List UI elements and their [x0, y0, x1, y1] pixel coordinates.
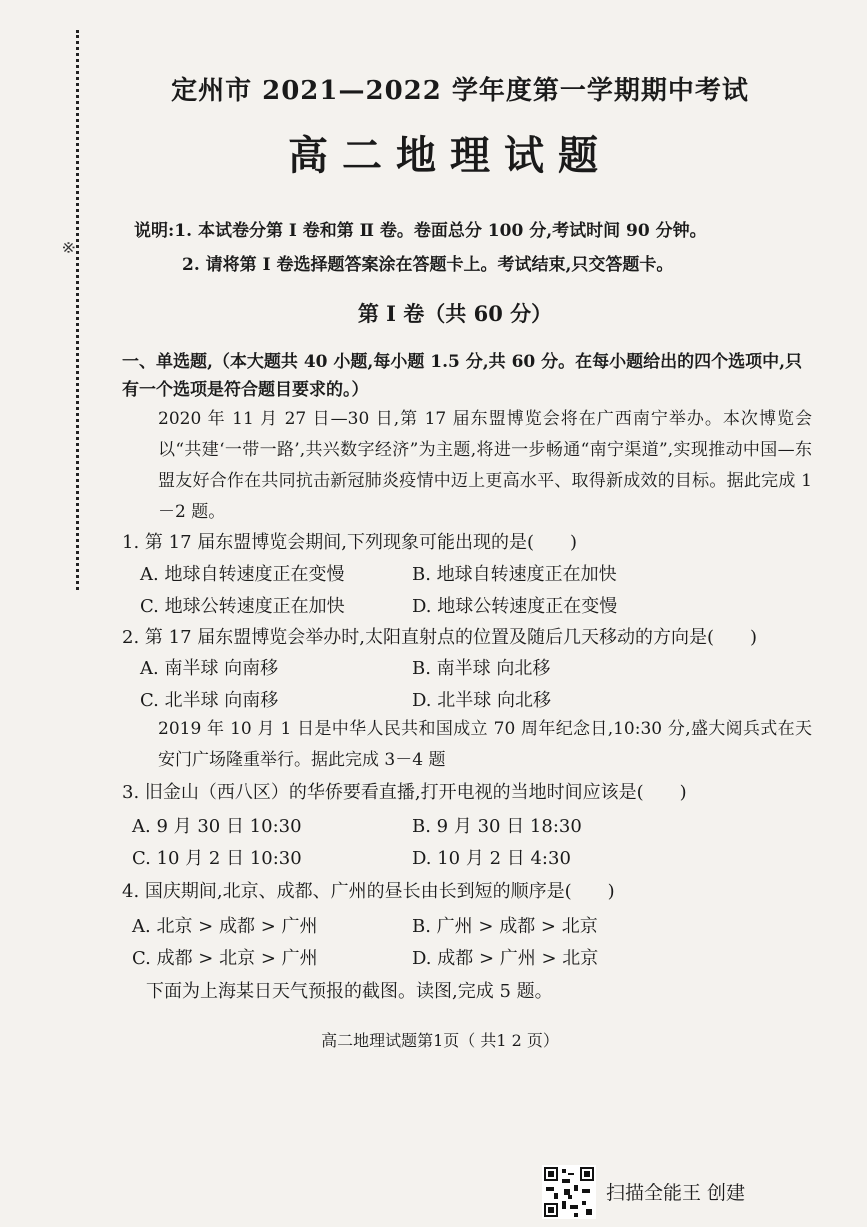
passage-3: 下面为上海某日天气预报的截图。读图,完成 5 题。	[146, 981, 553, 1002]
note-2: 2. 请将第 Ⅰ 卷选择题答案涂在答题卡上。考试结束,只交答题卡。	[182, 255, 674, 275]
qr-code-icon	[542, 1165, 596, 1219]
question-4-option-d: D. 成都 > 广州 > 北京	[412, 948, 599, 969]
question-1-option-d: D. 地球公转速度正在变慢	[412, 596, 618, 617]
question-2-stem: 2. 第 17 届东盟博览会举办时,太阳直射点的位置及随后几天移动的方向是( )	[122, 627, 758, 648]
exam-notes	[134, 214, 707, 282]
question-3-option-c: C. 10 月 2 日 10:30	[132, 848, 302, 869]
question-3-option-a: A. 9 月 30 日 10:30	[132, 816, 302, 837]
question-1-option-a: A. 地球自转速度正在变慢	[140, 564, 345, 585]
question-3-option-d: D. 10 月 2 日 4:30	[412, 848, 571, 869]
question-1-stem: 1. 第 17 届东盟博览会期间,下列现象可能出现的是( )	[122, 532, 578, 553]
question-3-stem: 3. 旧金山（西八区）的华侨要看直播,打开电视的当地时间应该是( )	[122, 782, 687, 803]
question-2-option-b: B. 南半球 向北移	[412, 658, 551, 679]
exam-title: 高二地理试题	[288, 132, 612, 179]
question-2-option-a: A. 南半球 向南移	[140, 658, 279, 679]
passage-1	[122, 404, 812, 528]
question-4-option-b: B. 广州 > 成都 > 北京	[412, 916, 598, 937]
passage-2	[122, 714, 812, 776]
question-1-option-b: B. 地球自转速度正在加快	[412, 564, 617, 585]
binding-dotted-line	[76, 30, 79, 590]
question-4-stem: 4. 国庆期间,北京、成都、广州的昼长由长到短的顺序是( )	[122, 881, 615, 902]
passage-2-text: 2019 年 10 月 1 日是中华人民共和国成立 70 周年纪念日,10:30 分,盛大阅兵式在天安门广场隆重举行。据此完成 3－4 题	[158, 719, 812, 770]
note-1: 说明:1. 本试卷分第 Ⅰ 卷和第 Ⅱ 卷。卷面总分 100 分,考试时间 90 分钟。	[134, 221, 707, 241]
section-heading: 一、单选题,（本大题共 40 小题,每小题 1.5 分,共 60 分。在每小题给出的四个选项中,只有一个选项是符合题目要求的。）	[122, 352, 803, 400]
question-3-option-b: B. 9 月 30 日 18:30	[412, 816, 582, 837]
page-footer: 高二地理试题第1页（ 共1 2 页）	[321, 1031, 559, 1050]
question-4-option-a: A. 北京 > 成都 > 广州	[132, 916, 318, 937]
binding-mark: ※	[59, 240, 79, 255]
part-title: 第 Ⅰ 卷（共 60 分）	[357, 301, 553, 326]
passage-1-text: 2020 年 11 月 27 日—30 日,第 17 届东盟博览会将在广西南宁举办。本次博览会以“共建‘一带一路’,共兴数字经济”为主题,将进一步畅通“南宁渠道”,实现推动中国—东盟友好合作在共同抗击新冠肺炎疫情中迈上更高水平、取得新成效的目标。据此完成 1－2 题。	[158, 409, 812, 522]
question-2-option-d: D. 北半球 向北移	[412, 690, 551, 711]
question-2-option-c: C. 北半球 向南移	[140, 690, 279, 711]
question-4-option-c: C. 成都 > 北京 > 广州	[132, 948, 318, 969]
question-1-option-c: C. 地球公转速度正在加快	[140, 596, 345, 617]
exam-header: 定州市 2021—2022 学年度第一学期期中考试	[171, 76, 749, 106]
scanner-watermark: 扫描全能王 创建	[606, 1182, 746, 1204]
